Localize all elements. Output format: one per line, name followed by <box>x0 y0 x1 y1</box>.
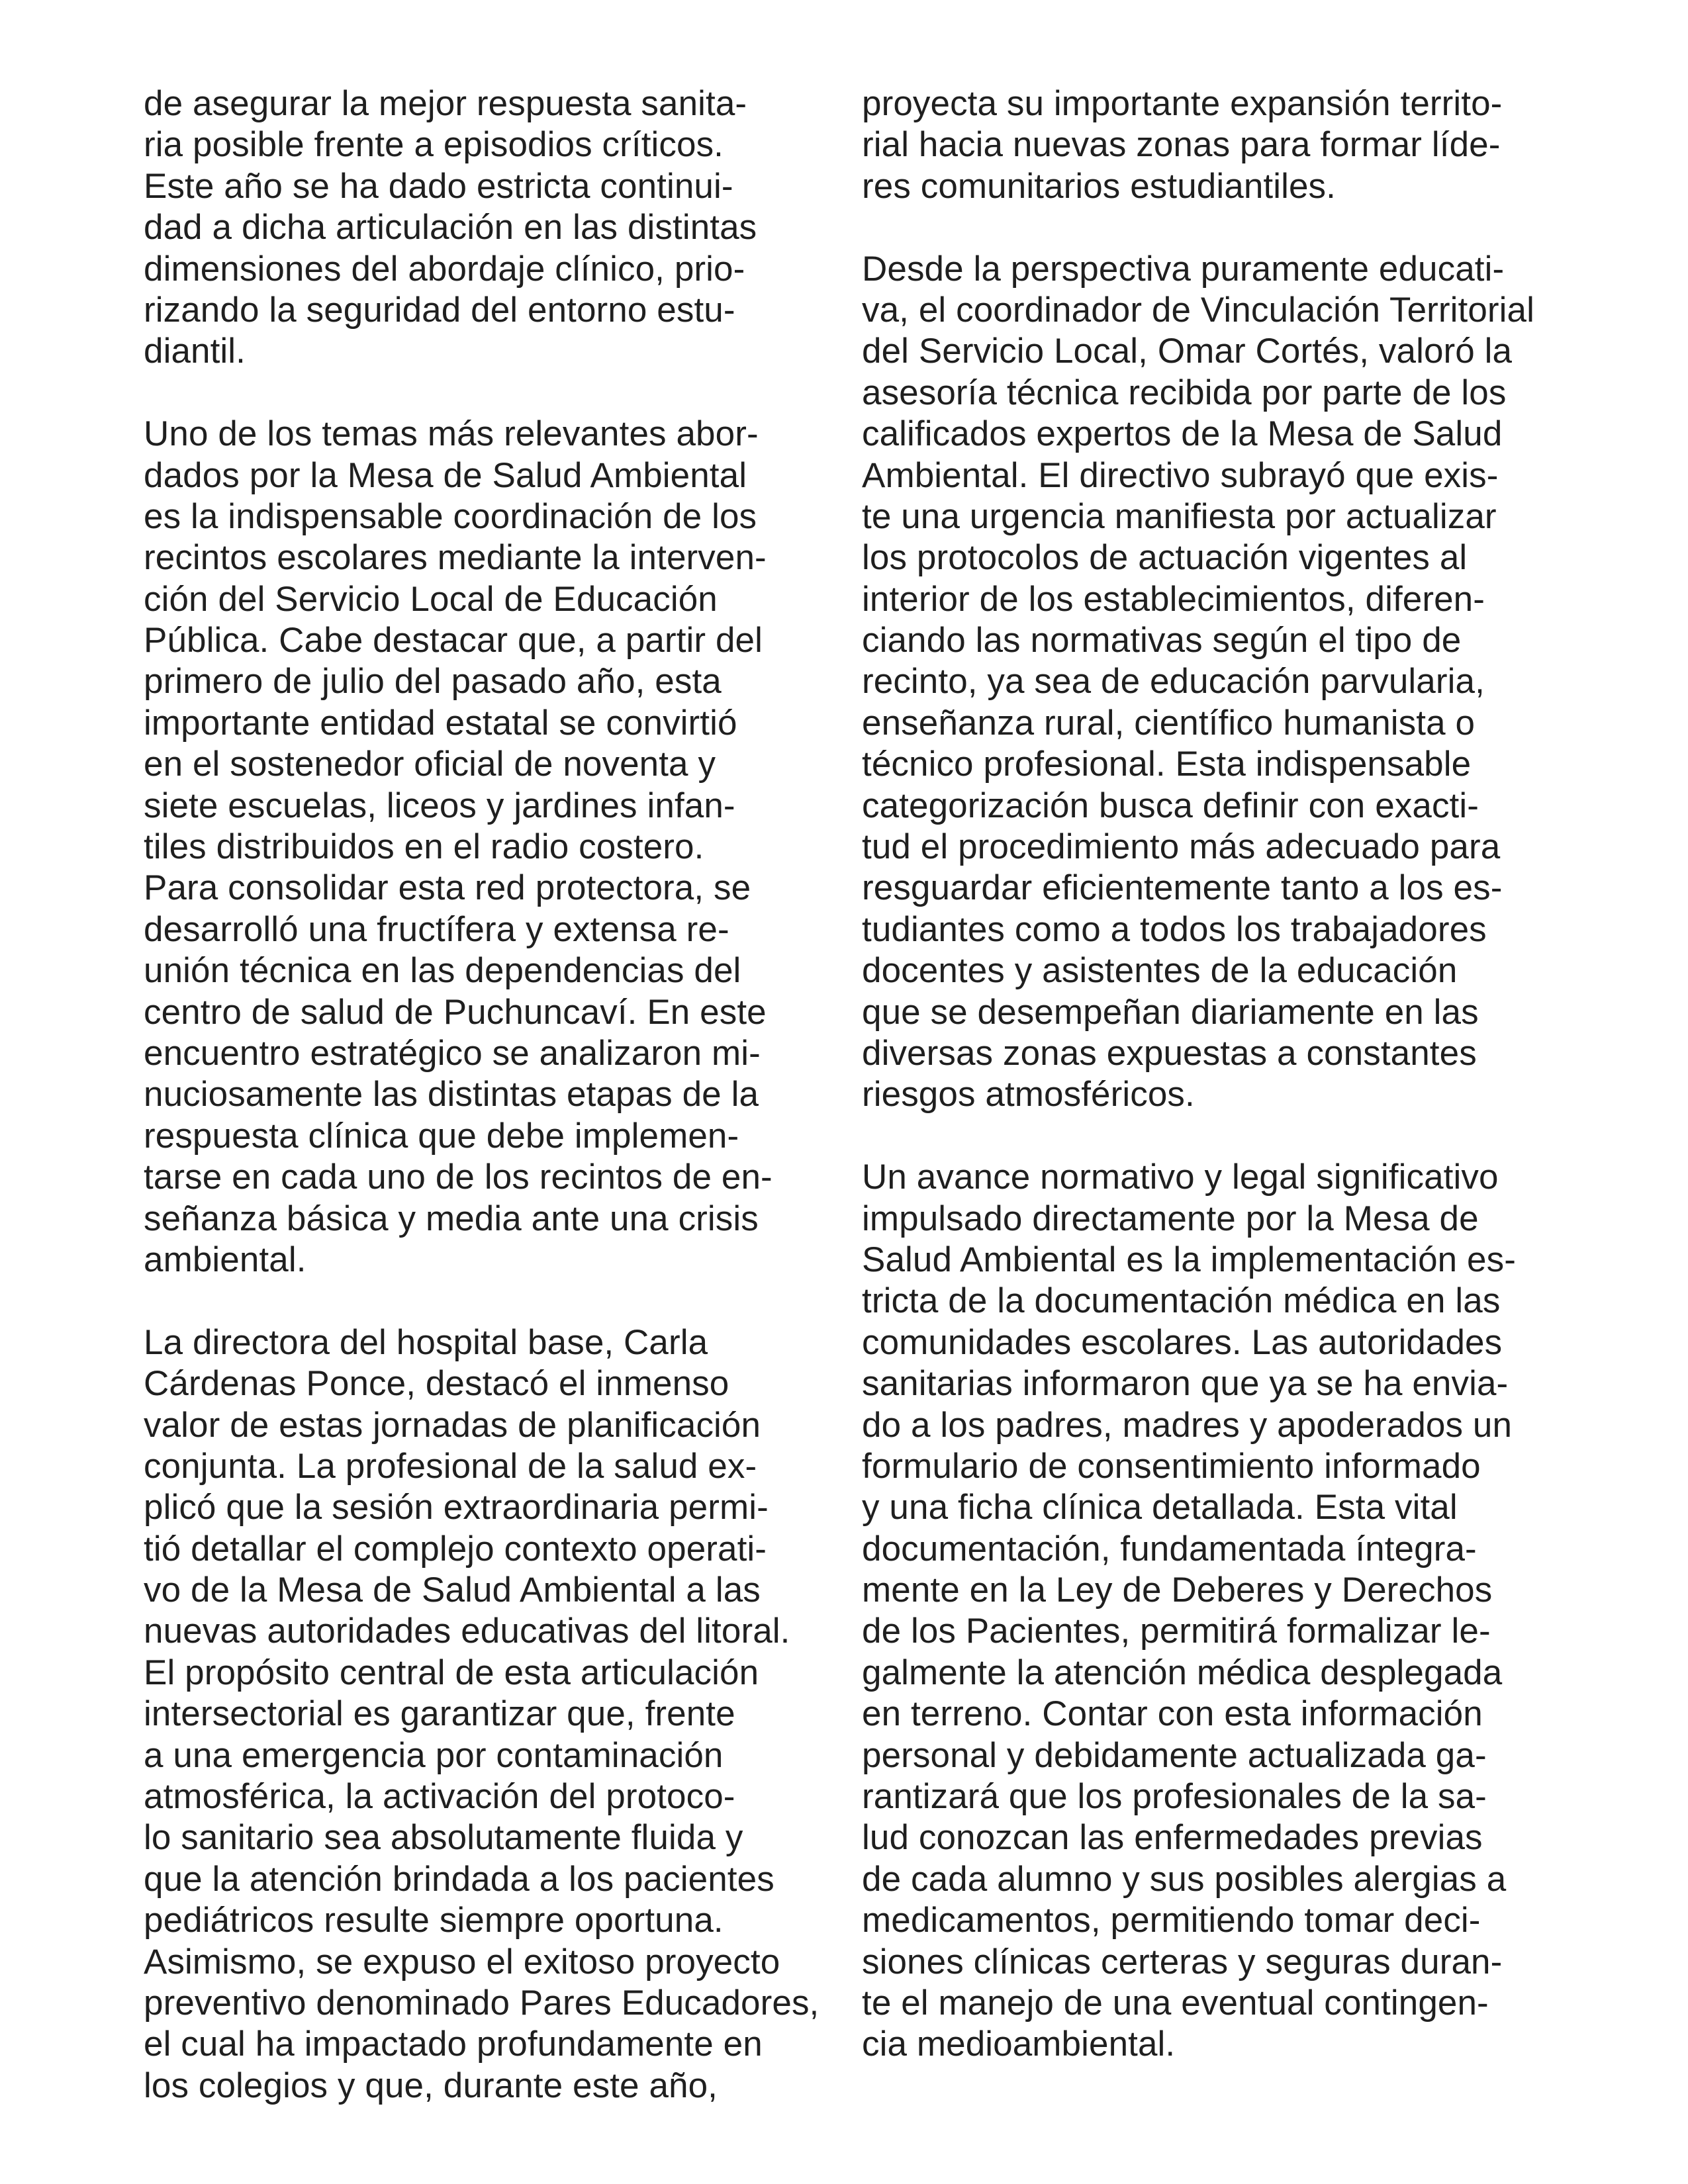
text-line: res comunitarios estudiantiles. <box>862 166 1336 206</box>
paragraph <box>862 83 1550 207</box>
text-line: enseñanza rural, científico humanista o <box>862 703 1476 743</box>
text-line: Salud Ambiental es la implementación es- <box>862 1240 1516 1279</box>
text-line: primero de julio del pasado año, esta <box>144 662 722 702</box>
text-line: Desde la perspectiva puramente educati- <box>862 249 1505 289</box>
text-line: ción del Servicio Local de Educación <box>144 579 718 619</box>
text-line: pediátricos resulte siempre oportuna. <box>144 1901 724 1940</box>
text-line: Para consolidar esta red protectora, se <box>144 868 751 908</box>
text-line: cia medioambiental. <box>862 2025 1176 2064</box>
text-line: interior de los establecimientos, diferen- <box>862 579 1485 619</box>
text-line: señanza básica y media ante una crisis <box>144 1199 759 1238</box>
text-line: conjunta. La profesional de la salud ex- <box>144 1446 757 1486</box>
text-line: desarrolló una fructífera y extensa re- <box>144 909 729 949</box>
text-line: calificados expertos de la Mesa de Salud <box>862 414 1503 454</box>
text-line: tarse en cada uno de los recintos de en- <box>144 1158 773 1197</box>
text-line: Asimismo, se expuso el exitoso proyecto <box>144 1942 780 1981</box>
text-line: riesgos atmosféricos. <box>862 1075 1195 1115</box>
paragraph <box>144 414 819 1281</box>
text-line: técnico profesional. Esta indispensable <box>862 745 1472 784</box>
text-line: recintos escolares mediante la interven- <box>144 538 767 578</box>
text-line: intersectorial es garantizar que, frente <box>144 1694 735 1734</box>
text-line: tudiantes como a todos los trabajadores <box>862 909 1487 949</box>
text-line: que la atención brindada a los pacientes <box>144 1859 774 1899</box>
text-line: tió detallar el complejo contexto operati- <box>144 1529 767 1569</box>
text-line: rizando la seguridad del entorno estu- <box>144 290 735 330</box>
paragraph <box>144 1322 819 2107</box>
text-line: asesoría técnica recibida por parte de los <box>862 373 1507 412</box>
text-line: La directora del hospital base, Carla <box>144 1322 708 1362</box>
text-line: ciando las normativas según el tipo de <box>862 621 1462 660</box>
text-line: los protocolos de actuación vigentes al <box>862 538 1468 578</box>
text-line: lo sanitario sea absolutamente fluida y <box>144 1818 743 1858</box>
text-line: de asegurar la mejor respuesta sanita- <box>144 84 747 123</box>
text-line: Uno de los temas más relevantes abor- <box>144 414 759 454</box>
text-line: categorización busca definir con exacti- <box>862 786 1479 825</box>
text-line: ria posible frente a episodios críticos. <box>144 125 724 165</box>
text-line: Un avance normativo y legal significativo <box>862 1158 1499 1197</box>
text-line: medicamentos, permitiendo tomar deci- <box>862 1901 1481 1940</box>
text-line: do a los padres, madres y apoderados un <box>862 1405 1513 1445</box>
text-line: resguardar eficientemente tanto a los es- <box>862 868 1503 908</box>
text-line: proyecta su importante expansión territo- <box>862 84 1503 123</box>
left-column <box>144 83 819 2148</box>
text-line: impulsado directamente por la Mesa de <box>862 1199 1479 1238</box>
text-line: diantil. <box>144 332 246 371</box>
text-line: personal y debidamente actualizada ga- <box>862 1735 1487 1775</box>
text-line: respuesta clínica que debe implemen- <box>144 1116 739 1156</box>
text-line: unión técnica en las dependencias del <box>144 951 741 991</box>
text-line: va, el coordinador de Vinculación Territorial <box>862 290 1535 330</box>
text-line: vo de la Mesa de Salud Ambiental a las <box>144 1570 761 1610</box>
text-line: rantizará que los profesionales de la sa- <box>862 1777 1487 1817</box>
text-line: dad a dicha articulación en las distintas <box>144 208 757 248</box>
text-line: de cada alumno y sus posibles alergias a <box>862 1859 1507 1899</box>
text-line: diversas zonas expuestas a constantes <box>862 1033 1477 1073</box>
text-line: y una ficha clínica detallada. Esta vital <box>862 1488 1458 1527</box>
text-line: tud el procedimiento más adecuado para <box>862 827 1501 867</box>
text-line: nuevas autoridades educativas del litoral. <box>144 1612 790 1651</box>
text-line: nuciosamente las distintas etapas de la <box>144 1075 759 1115</box>
text-line: El propósito central de esta articulación <box>144 1653 759 1692</box>
text-line: Pública. Cabe destacar que, a partir del <box>144 621 763 660</box>
text-line: plicó que la sesión extraordinaria permi- <box>144 1488 769 1527</box>
text-line: Ambiental. El directivo subrayó que exis- <box>862 455 1499 495</box>
paragraph <box>144 83 819 373</box>
text-line: es la indispensable coordinación de los <box>144 496 757 536</box>
text-line: que se desempeñan diariamente en las <box>862 992 1479 1032</box>
text-line: importante entidad estatal se convirtió <box>144 703 737 743</box>
right-column <box>862 83 1550 2107</box>
text-line: el cual ha impactado profundamente en <box>144 2025 763 2064</box>
paragraph <box>862 1157 1550 2066</box>
text-line: documentación, fundamentada íntegra- <box>862 1529 1477 1569</box>
text-line: del Servicio Local, Omar Cortés, valoró la <box>862 332 1513 371</box>
text-line: mente en la Ley de Deberes y Derechos <box>862 1570 1493 1610</box>
text-line: en el sostenedor oficial de noventa y <box>144 745 716 784</box>
text-line: siete escuelas, liceos y jardines infan- <box>144 786 735 825</box>
text-line: galmente la atención médica desplegada <box>862 1653 1503 1692</box>
text-line: dimensiones del abordaje clínico, prio- <box>144 249 745 289</box>
text-line: a una emergencia por contaminación <box>144 1735 724 1775</box>
text-line: te una urgencia manifiesta por actualizar <box>862 496 1497 536</box>
text-line: ambiental. <box>144 1240 306 1279</box>
text-line: centro de salud de Puchuncaví. En este <box>144 992 767 1032</box>
text-line: Cárdenas Ponce, destacó el inmenso <box>144 1364 729 1404</box>
text-line: formulario de consentimiento informado <box>862 1446 1481 1486</box>
text-line: preventivo denominado Pares Educadores, <box>144 1983 820 2023</box>
text-line: Este año se ha dado estricta continui- <box>144 166 733 206</box>
text-line: atmosférica, la activación del protoco- <box>144 1777 735 1817</box>
text-line: rial hacia nuevas zonas para formar líde- <box>862 125 1501 165</box>
text-line: tiles distribuidos en el radio costero. <box>144 827 704 867</box>
text-line: recinto, ya sea de educación parvularia, <box>862 662 1485 702</box>
text-line: en terreno. Contar con esta información <box>862 1694 1483 1734</box>
paragraph <box>862 249 1550 1116</box>
text-line: te el manejo de una eventual contingen- <box>862 1983 1489 2023</box>
text-line: tricta de la documentación médica en las <box>862 1281 1501 1321</box>
text-line: lud conozcan las enfermedades previas <box>862 1818 1483 1858</box>
text-line: comunidades escolares. Las autoridades <box>862 1322 1503 1362</box>
text-line: sanitarias informaron que ya se ha envia- <box>862 1364 1509 1404</box>
text-line: dados por la Mesa de Salud Ambiental <box>144 455 747 495</box>
text-line: siones clínicas certeras y seguras duran- <box>862 1942 1503 1981</box>
text-line: de los Pacientes, permitirá formalizar le- <box>862 1612 1491 1651</box>
text-line: docentes y asistentes de la educación <box>862 951 1458 991</box>
text-line: valor de estas jornadas de planificación <box>144 1405 761 1445</box>
text-line: los colegios y que, durante este año, <box>144 2066 718 2105</box>
text-line: encuentro estratégico se analizaron mi- <box>144 1033 761 1073</box>
